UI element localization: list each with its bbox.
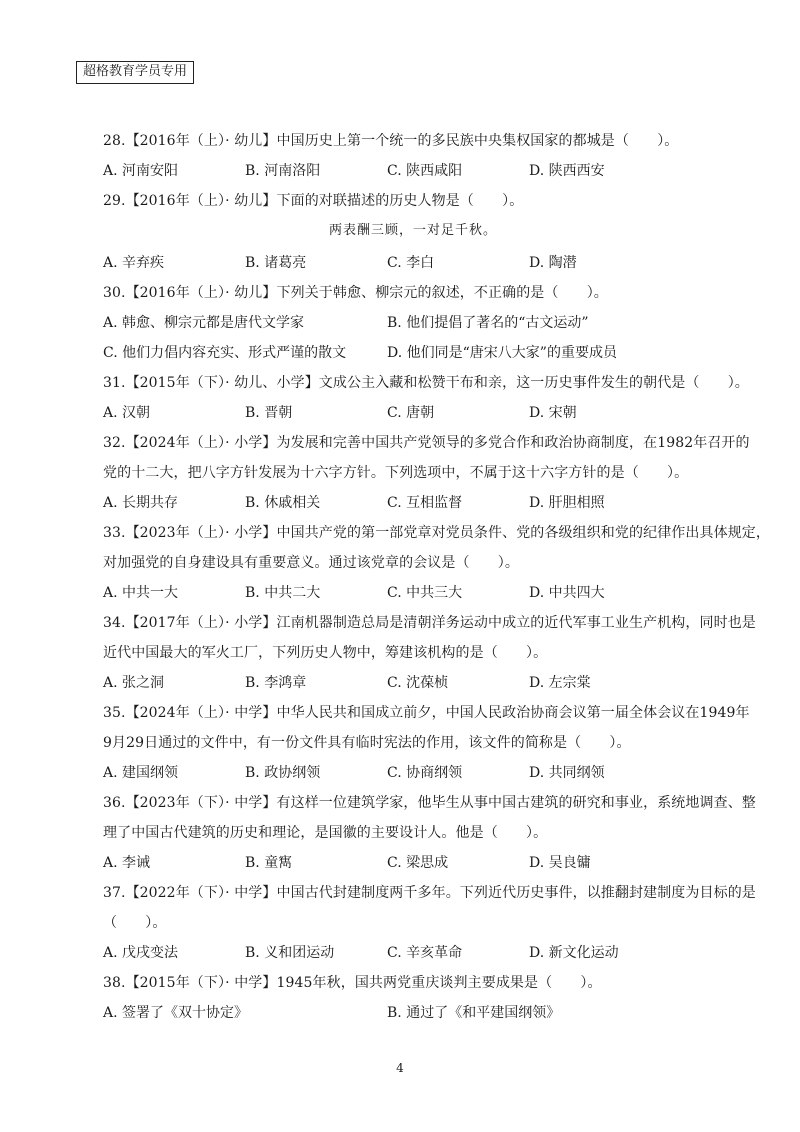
- option-a: A. 签署了《双十协定》: [103, 1005, 249, 1021]
- question-text-continued: 9月29日通过的文件中，有一份文件具有临时宪法的作用，该文件的简称是（ ）。: [103, 735, 631, 751]
- question-35: [103, 703, 750, 783]
- option-d: D. 宋朝: [529, 405, 577, 421]
- option-row: [103, 1003, 723, 1023]
- question-text: 34.【2017年（上）· 小学】江南机器制造总局是清朝洋务运动中成立的近代军事工业生产机构，同时也是: [103, 615, 756, 631]
- option-b: B. 诸葛亮: [245, 255, 307, 271]
- question-text: 35.【2024年（上）· 中学】中华人民共和国成立前夕，中国人民政治协商会议第一届全体会议在1949年: [103, 705, 750, 721]
- option-d: D. 新文化运动: [529, 945, 619, 961]
- question-text: 38.【2015年（下）· 中学】1945年秋，国共两党重庆谈判主要成果是（ ）。: [103, 975, 602, 991]
- option-a: A. 张之洞: [103, 675, 165, 691]
- option-row: [103, 253, 723, 273]
- question-32: [103, 433, 750, 513]
- question-text-continued: 党的十二大，把八字方针发展为十六字方针。下列选项中，不属于这十六字方针的是（ ）。: [103, 465, 689, 481]
- option-c: C. 李白: [387, 255, 435, 271]
- question-28: [103, 131, 723, 181]
- option-a: A. 河南安阳: [103, 163, 179, 179]
- option-c: C. 梁思成: [387, 855, 449, 871]
- question-text: 32.【2024年（上）· 小学】为发展和完善中国共产党领导的多党合作和政治协商制度，在1982年召开的: [103, 435, 750, 451]
- question-34: [103, 613, 756, 693]
- question-text: 30.【2016年（上）· 幼儿】下列关于韩愈、柳宗元的叙述，不正确的是（ ）。: [103, 285, 608, 301]
- option-d: D. 共同纲领: [529, 765, 605, 781]
- option-b: B. 通过了《和平建国纲领》: [387, 1005, 561, 1021]
- option-row: [103, 673, 723, 693]
- question-text: 31.【2015年（下）· 幼儿、小学】文成公主入藏和松赞干布和亲，这一历史事件发生的朝代是（ ）。: [103, 375, 749, 391]
- question-text-continued: 对加强党的自身建设具有重要意义。通过该党章的会议是（ ）。: [103, 555, 519, 571]
- option-c: C. 辛亥革命: [387, 945, 463, 961]
- option-c: C. 唐朝: [387, 405, 435, 421]
- page-number: 4: [396, 1061, 404, 1075]
- option-b: B. 童寯: [245, 855, 293, 871]
- option-b: B. 晋朝: [245, 405, 293, 421]
- question-33: [103, 523, 770, 603]
- option-row: [103, 493, 723, 513]
- option-d: D. 中共四大: [529, 585, 605, 601]
- option-d: D. 他们同是“唐宋八大家”的重要成员: [387, 345, 617, 361]
- option-c: C. 协商纲领: [387, 765, 463, 781]
- option-row: [103, 763, 723, 783]
- option-a: A. 长期共存: [103, 495, 179, 511]
- option-a: A. 辛弃疾: [103, 255, 165, 271]
- question-37: [103, 883, 756, 963]
- option-d: D. 左宗棠: [529, 675, 591, 691]
- question-text: 29.【2016年（上）· 幼儿】下面的对联描述的历史人物是（ ）。: [103, 193, 524, 209]
- question-30: [103, 283, 723, 363]
- option-d: D. 吴良镛: [529, 855, 591, 871]
- option-row: [103, 943, 723, 963]
- option-d: D. 肝胆相照: [529, 495, 605, 511]
- option-d: D. 陶潜: [529, 255, 577, 271]
- question-31: [103, 373, 749, 423]
- option-row: [103, 583, 723, 603]
- option-b: B. 休戚相关: [245, 495, 321, 511]
- option-b: B. 义和团运动: [245, 945, 335, 961]
- question-29: [103, 191, 723, 273]
- option-a: A. 建国纲领: [103, 765, 179, 781]
- question-38: [103, 973, 723, 1023]
- question-text: 33.【2023年（上）· 小学】中国共产党的第一部党章对党员条件、党的各级组织和党的纪律作出具体规定，: [103, 525, 770, 541]
- option-a: A. 韩愈、柳宗元都是唐代文学家: [103, 315, 305, 331]
- option-c: C. 中共三大: [387, 585, 463, 601]
- option-b: B. 他们提倡了著名的“古文运动”: [387, 315, 589, 331]
- option-d: D. 陕西西安: [529, 163, 605, 179]
- option-b: B. 河南洛阳: [245, 163, 321, 179]
- question-text: 28.【2016年（上）· 幼儿】中国历史上第一个统一的多民族中央集权国家的都城是（ ）。: [103, 133, 679, 149]
- option-b: B. 李鸿章: [245, 675, 307, 691]
- option-c: C. 沈葆桢: [387, 675, 449, 691]
- option-row: [103, 343, 723, 363]
- question-text-continued: 近代中国最大的军火工厂，下列历史人物中，筹建该机构的是（ ）。: [103, 645, 548, 661]
- option-c: C. 他们力倡内容充实、形式严谨的散文: [103, 345, 347, 361]
- question-text-continued: （ ）。: [103, 915, 167, 931]
- option-a: A. 李诫: [103, 855, 151, 871]
- question-text: 36.【2023年（下）· 中学】有这样一位建筑学家，他毕生从事中国古建筑的研究和事业，系统地调查、整: [103, 795, 756, 811]
- option-row: [103, 403, 723, 423]
- option-row: [103, 161, 723, 181]
- question-36: [103, 793, 756, 873]
- option-row: [103, 313, 723, 333]
- option-a: A. 中共一大: [103, 585, 179, 601]
- option-b: B. 中共二大: [245, 585, 321, 601]
- option-c: C. 陕西咸阳: [387, 163, 463, 179]
- couplet-quote: 两表酬三顾，一对足千秋。: [328, 223, 497, 238]
- option-a: A. 汉朝: [103, 405, 151, 421]
- question-list: [103, 131, 770, 1033]
- option-c: C. 互相监督: [387, 495, 463, 511]
- option-b: B. 政协纲领: [245, 765, 321, 781]
- question-text-continued: 理了中国古代建筑的历史和理论，是国徽的主要设计人。他是（ ）。: [103, 825, 548, 841]
- option-a: A. 戊戌变法: [103, 945, 179, 961]
- option-row: [103, 853, 723, 873]
- question-text: 37.【2022年（下）· 中学】中国古代封建制度两千多年。下列近代历史事件，以推翻封建制度为目标的是: [103, 885, 756, 901]
- header-label: 超格教育学员专用: [76, 61, 194, 84]
